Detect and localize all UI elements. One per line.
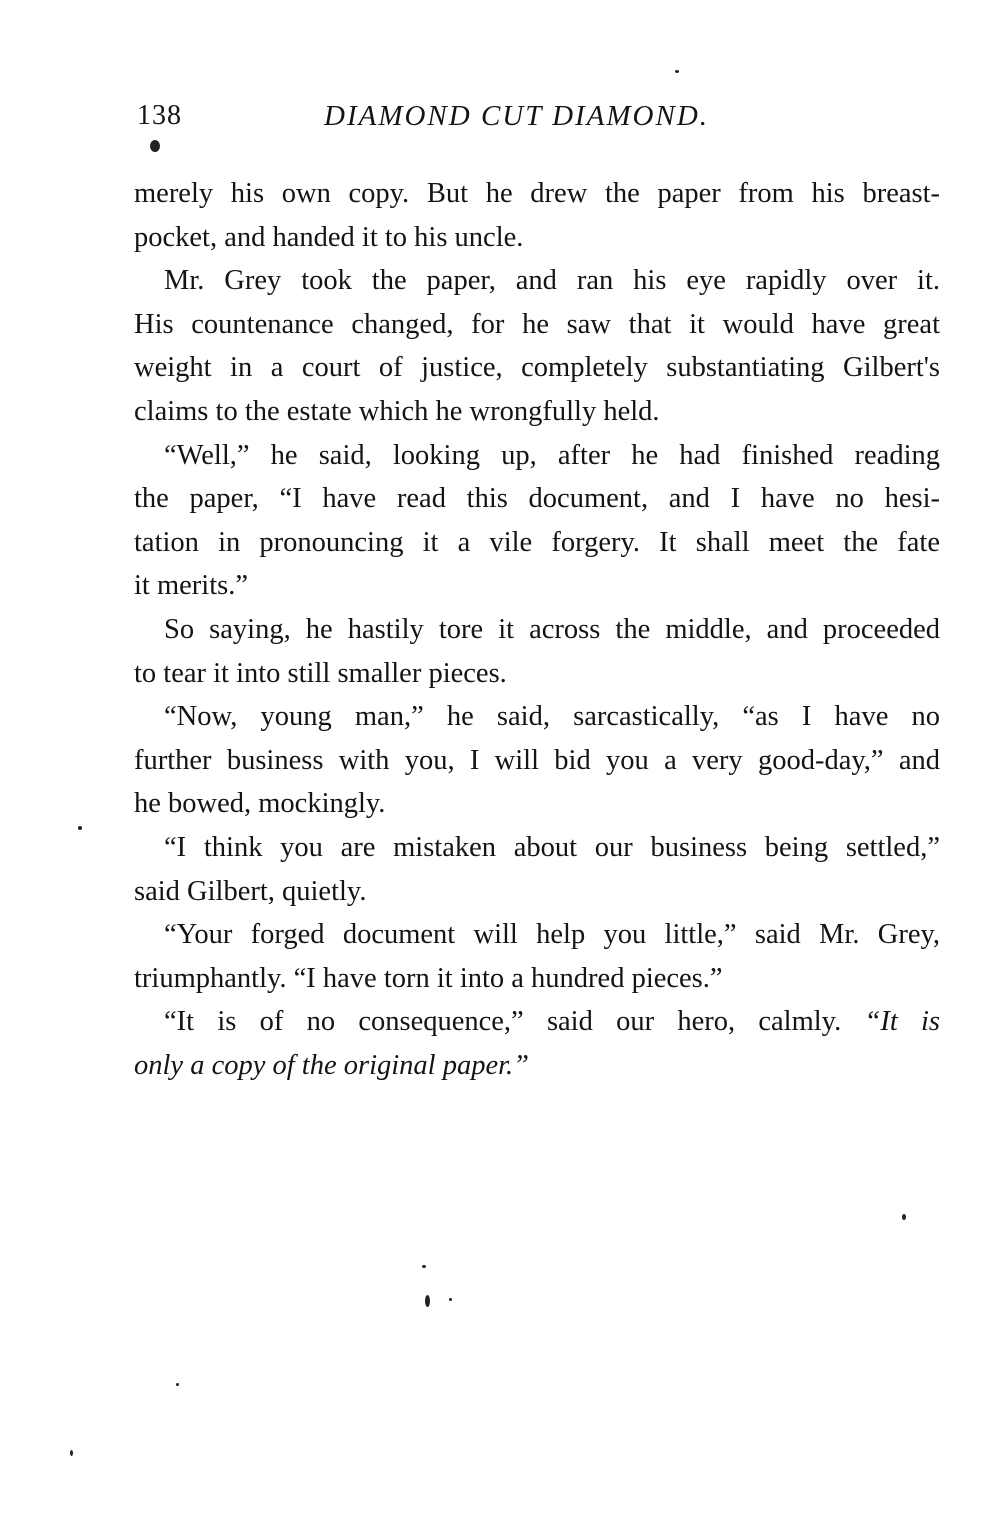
paragraph [134, 434, 940, 608]
text-line-start: “It is of no consequence,” said our hero, calmly. [164, 1006, 842, 1038]
scan-speck [425, 1295, 430, 1307]
text-line: he bowed, mockingly. [134, 788, 386, 820]
scan-speck [150, 140, 160, 152]
paragraph [134, 259, 940, 433]
scan-speck [70, 1450, 73, 1456]
scan-speck [902, 1214, 906, 1220]
text-line: His countenance changed, for he saw that it would have great [134, 308, 940, 340]
paragraph [134, 1000, 940, 1087]
scan-speck [449, 1298, 452, 1301]
text-line: “Your forged document will help you little,” said Mr. Grey, [164, 919, 940, 951]
text-line: merely his own copy. But he drew the paper from his breast- [134, 178, 940, 209]
text-line: claims to the estate which he wrongfully held. [134, 395, 660, 427]
scan-speck [176, 1383, 179, 1386]
text-line: tation in pronouncing it a vile forgery. It shall meet the fate [134, 526, 940, 558]
paragraph [134, 608, 940, 695]
text-line: pocket, and handed it to his uncle. [134, 221, 524, 253]
page-number: 138 [137, 100, 182, 131]
paragraph [134, 913, 940, 1000]
italic-phrase: “It is [864, 1006, 941, 1038]
text-line: it merits.” [134, 570, 248, 602]
text-line: “Well,” he said, looking up, after he had finished reading [164, 439, 940, 471]
paragraph [134, 826, 940, 913]
scan-speck [422, 1265, 426, 1268]
scan-speck [675, 70, 679, 73]
text-line: the paper, “I have read this document, and I have no hesi- [134, 483, 940, 515]
text-line: “I think you are mistaken about our business being settled,” [164, 831, 940, 863]
text-line: said Gilbert, quietly. [134, 875, 367, 907]
paragraph [134, 172, 940, 259]
running-head: DIAMOND CUT DIAMOND. [324, 100, 710, 132]
text-line: “Now, young man,” he said, sarcastically, “as I have no [164, 701, 940, 733]
paragraph [134, 695, 940, 826]
text-line: triumphantly. “I have torn it into a hundred pieces.” [134, 962, 723, 994]
text-line [134, 1000, 940, 1044]
scan-speck [78, 826, 82, 830]
text-line: weight in a court of justice, completely substantiating Gilbert's [134, 352, 940, 384]
text-line: to tear it into still smaller pieces. [134, 657, 507, 689]
text-line: further business with you, I will bid you a very good-day,” and [134, 744, 940, 776]
text-line: So saying, he hastily tore it across the middle, and proceeded [164, 613, 940, 645]
text-line: only a copy of the original paper.” [134, 1049, 530, 1081]
text-line: Mr. Grey took the paper, and ran his eye rapidly over it. [164, 265, 940, 297]
body-text [134, 172, 940, 1087]
